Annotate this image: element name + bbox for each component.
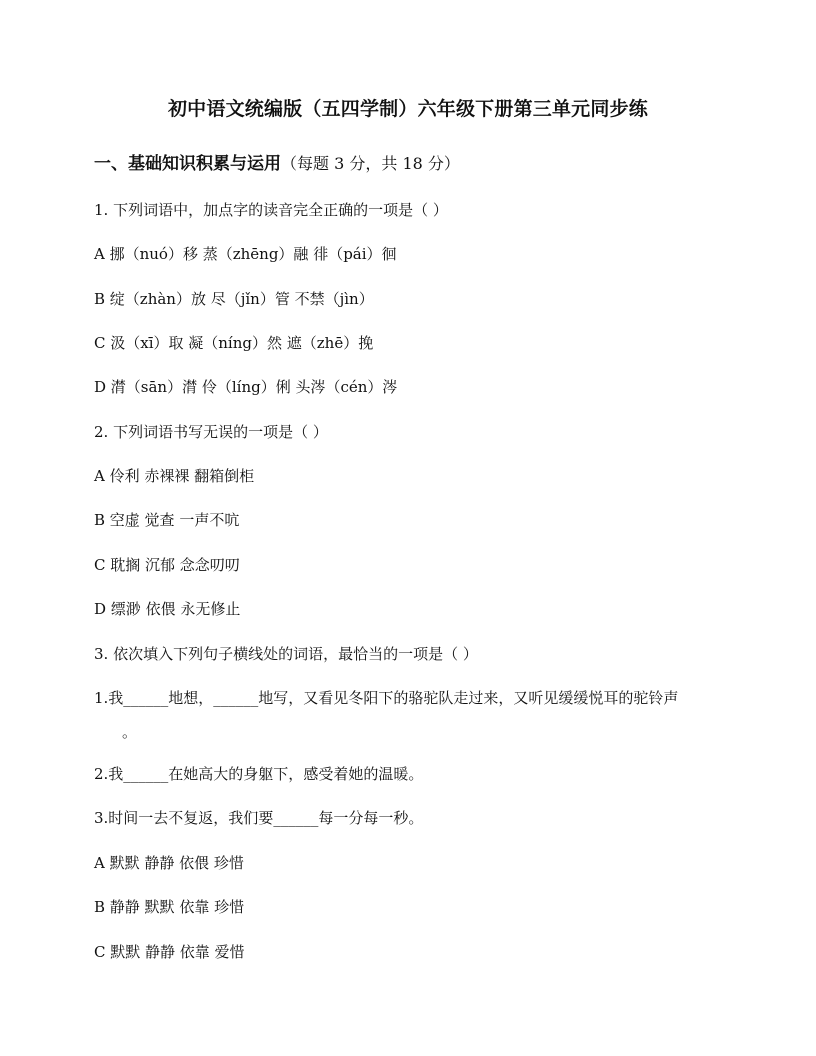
question-3-sentence-2: 2.我______在她高大的身躯下，感受着她的温暖。: [94, 765, 424, 783]
question-3-option-b: B 静静 默默 依靠 珍惜: [94, 898, 245, 916]
question-3-option-a: A 默默 静静 依偎 珍惜: [94, 854, 244, 872]
question-1-option-d: D 潸（sān）潸 伶（líng）俐 头涔（cén）涔: [94, 378, 398, 396]
question-2: 2. 下列词语书写无误的一项是（ ）: [94, 423, 328, 441]
section-score-note: （每题 3 分，共 18 分）: [281, 154, 460, 173]
section-heading-text: 一、基础知识积累与运用: [94, 154, 281, 174]
question-2-option-d: D 缥渺 依偎 永无修止: [94, 600, 241, 618]
question-3: 3. 依次填入下列句子横线处的词语，最恰当的一项是（ ）: [94, 645, 478, 663]
question-3-sentence-1-end: 。: [122, 723, 138, 741]
question-2-option-c: C 耽搁 沉郁 念念叨叨: [94, 556, 240, 574]
question-3-sentence-3: 3.时间一去不复返，我们要______每一分每一秒。: [94, 809, 424, 827]
question-3-sentence-1: 1.我______地想，______地写，又看见冬阳下的骆驼队走过来，又听见缓缓悦耳的驼铃声: [94, 689, 679, 707]
question-3-option-c: C 默默 静静 依靠 爱惜: [94, 943, 245, 961]
question-1-option-c: C 汲（xī）取 凝（níng）然 遮（zhē）挽: [94, 334, 374, 352]
question-1-option-b: B 绽（zhàn）放 尽（jǐn）管 不禁（jìn）: [94, 290, 374, 308]
section-heading: [94, 149, 460, 174]
question-1: 1. 下列词语中，加点字的读音完全正确的一项是（ ）: [94, 201, 448, 219]
question-2-option-b: B 空虚 觉查 一声不吭: [94, 511, 240, 529]
page-title: 初中语文统编版（五四学制）六年级下册第三单元同步练: [167, 98, 648, 120]
question-2-option-a: A 伶利 赤裸裸 翻箱倒柜: [94, 467, 255, 485]
question-1-option-a: A 挪（nuó）移 蒸（zhēng）融 徘（pái）徊: [94, 245, 397, 263]
